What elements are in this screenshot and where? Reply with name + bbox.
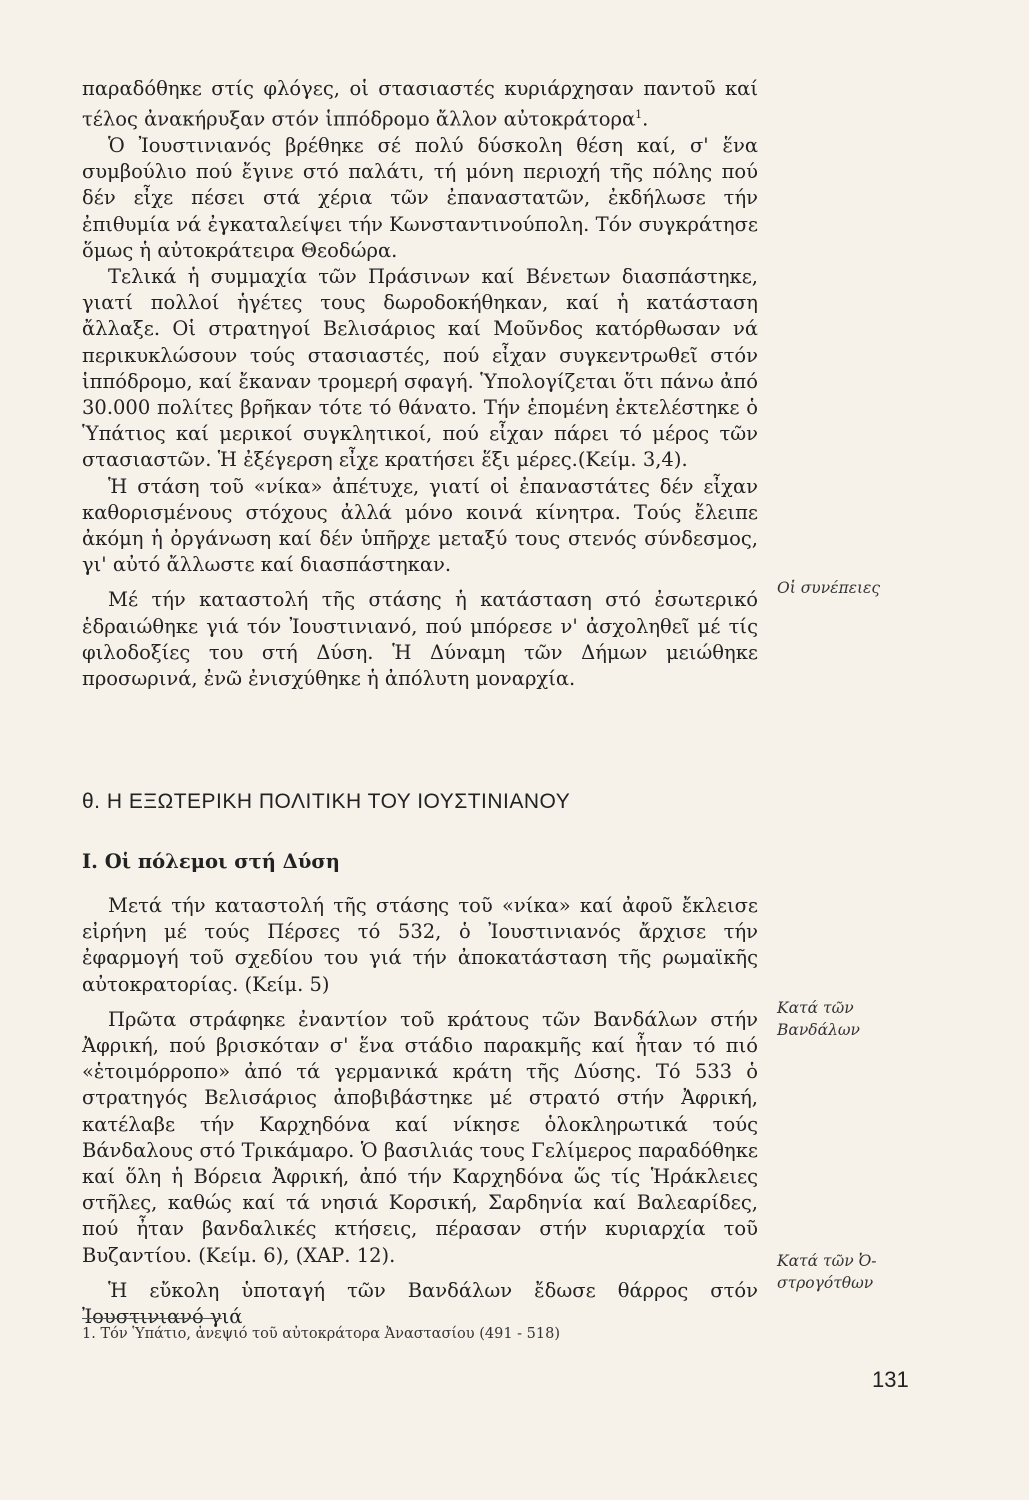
margin-note-ostrogoths-line2: στρογότθων bbox=[777, 1274, 874, 1292]
paragraph-restoration-plan: Μετά τήν καταστολή τῆς στάσης τοῦ «νίκα» καί ἀφοῦ ἔκλεισε εἰρήνη μέ τούς Πέρσες τό 532, ὁ Ἰουστινιανός ἄρχισε τήν ἐφαρμογή τοῦ σχεδίου του γιά τήν ἀποκατάσταση τῆς ρωμαϊκῆς αὐτοκρατορίας. (Κείμ. 5) bbox=[82, 894, 758, 996]
paragraph-fire: παραδόθηκε στίς φλόγες, οἱ στασιαστές κυριάρχησαν παντοῦ καί τέλος ἀνακήρυξαν στόν ἱππόδρομο ἄλλον αὐτοκράτορα$^1$. bbox=[82, 77, 758, 131]
bottom-text-block bbox=[82, 893, 758, 1330]
footnote-divider bbox=[82, 1318, 222, 1319]
paragraph-justinian-council: Ὁ Ἰουστινιανός βρέθηκε σέ πολύ δύσκολη θέση καί, σ' ἕνα συμβούλιο πού ἔγινε στό παλάτι, τή μόνη περιοχή τῆς πόλης πού δέν εἶχε πέσει στά χέρια τῶν ἐπαναστατῶν, ἐκδήλωσε τήν ἐπιθυμία νά ἐγκαταλείψει τήν Κωνσταντινούπολη. Τόν συγκράτησε ὅμως ἡ αὐτοκράτειρα Θεοδώρα. bbox=[82, 133, 758, 262]
paragraph-consequences: Μέ τήν καταστολή τῆς στάσης ἡ κατάσταση στό ἐσωτερικό ἑδραιώθηκε γιά τόν Ἰουστινιανό, πού μπόρεσε ν' ἀσχοληθεῖ μέ τίς φιλοδοξίες του στή Δύση. Ἡ Δύναμη τῶν Δήμων μειώθηκε προσωρινά, ἐνῶ ἐνισχύθηκε ἡ ἀπόλυτη μοναρχία. bbox=[82, 588, 758, 690]
margin-note-vandals bbox=[777, 997, 917, 1041]
margin-note-ostrogoths-line1: Κατά τῶν Ὀ- bbox=[777, 1252, 877, 1270]
margin-note-consequences: Οἱ συνέπειες bbox=[777, 579, 881, 597]
subsection-title: Ι. Οἱ πόλεμοι στή Δύση bbox=[82, 850, 340, 873]
paragraph-nika-failure: Ἡ στάση τοῦ «νίκα» ἀπέτυχε, γιατί οἱ ἐπαναστάτες δέν εἶχαν καθορισμένους στόχους ἀλλά μόνο κοινά κίνητρα. Τούς ἔλειπε ἀκόμη ἡ ὀργάνωση καί δέν ὑπῆρχε μεταξύ τους στενός σύνδεσμος, γι' αὐτό ἄλλωστε καί διασπάστηκαν. bbox=[82, 474, 758, 577]
footnote: 1. Τόν Ὑπάτιο, ἀνεψιό τοῦ αὐτοκράτορα Ἀναστασίου (491 - 518) bbox=[82, 1326, 560, 1342]
top-text-block bbox=[82, 76, 758, 692]
paragraph-vandals-war: Πρῶτα στράφηκε ἐναντίον τοῦ κράτους τῶν Βανδάλων στήν Ἀφρική, πού βρισκόταν σ' ἕνα στάδιο παρακμῆς καί ἦταν τό πιό «ἑτοιμόρροπο» ἀπό τά γερμανικά κράτη τῆς Δύσης. Τό 533 ὁ στρατηγός Βελισάριος ἀποβιβάστηκε μέ στρατό στήν Ἀφρική, κατέλαβε τήν Καρχηδόνα καί νίκησε ὁλοκληρωτικά τούς Βάνδαλους στό Τρικάμαρο. Ὁ βασιλιάς τους Γελίμερος παραδόθηκε καί ὅλη ἡ Βόρεια Ἀφρική, ἀπό τήν Καρχηδόνα ὥς τίς Ἡράκλειες στῆλες, καθώς καί τά νησιά Κορσική, Σαρδηνία καί Βαλεαρίδες, πού ἦταν βανδαλικές κτήσεις, πέρασαν στήν κυριαρχία τοῦ Βυζαντίου. (Κείμ. 6), (ΧΑΡ. 12). bbox=[82, 1007, 758, 1267]
margin-note-vandals-line1: Κατά τῶν bbox=[777, 999, 854, 1017]
footnote-marker: 1 bbox=[635, 108, 643, 122]
section-title: θ. Η ΕΞΩΤΕΡΙΚΗ ΠΟΛΙΤΙΚΗ ΤΟΥ ΙΟΥΣΤΙΝΙΑΝΟΥ bbox=[82, 790, 571, 813]
paragraph-ostrogoths-intro: Ἡ εὔκολη ὑποταγή τῶν Βανδάλων ἔδωσε θάρρος στόν Ἰουστινιανό γιά bbox=[82, 1278, 758, 1329]
page-number: 131 bbox=[872, 1367, 909, 1392]
margin-note-ostrogoths bbox=[777, 1250, 917, 1294]
paragraph-alliance-split: Τελικά ἡ συμμαχία τῶν Πράσινων καί Βένετων διασπάστηκε, γιατί πολλοί ἡγέτες τους δωροδοκήθηκαν, καί ἡ κατάσταση ἄλλαξε. Οἱ στρατηγοί Βελισάριος καί Μοῦνδος κατόρθωσαν νά περικυκλώσουν τούς στασιαστές, πού εἶχαν συγκεντρωθεῖ στόν ἱππόδρομο, καί ἔκαναν τρομερή σφαγή. Ὑπολογίζεται ὅτι πάνω ἀπό 30.000 πολίτες βρῆκαν τότε τό θάνατο. Τήν ἑπομένη ἐκτελέστηκε ὁ Ὑπάτιος καί μερικοί συγκλητικοί, πού εἶχαν πάρει τό μέρος τῶν στασιαστῶν. Ἡ ἐξέγερση εἶχε κρατήσει ἕξι μέρες.(Κείμ. 3,4). bbox=[82, 264, 758, 472]
margin-note-vandals-line2: Βανδάλων bbox=[777, 1021, 860, 1039]
